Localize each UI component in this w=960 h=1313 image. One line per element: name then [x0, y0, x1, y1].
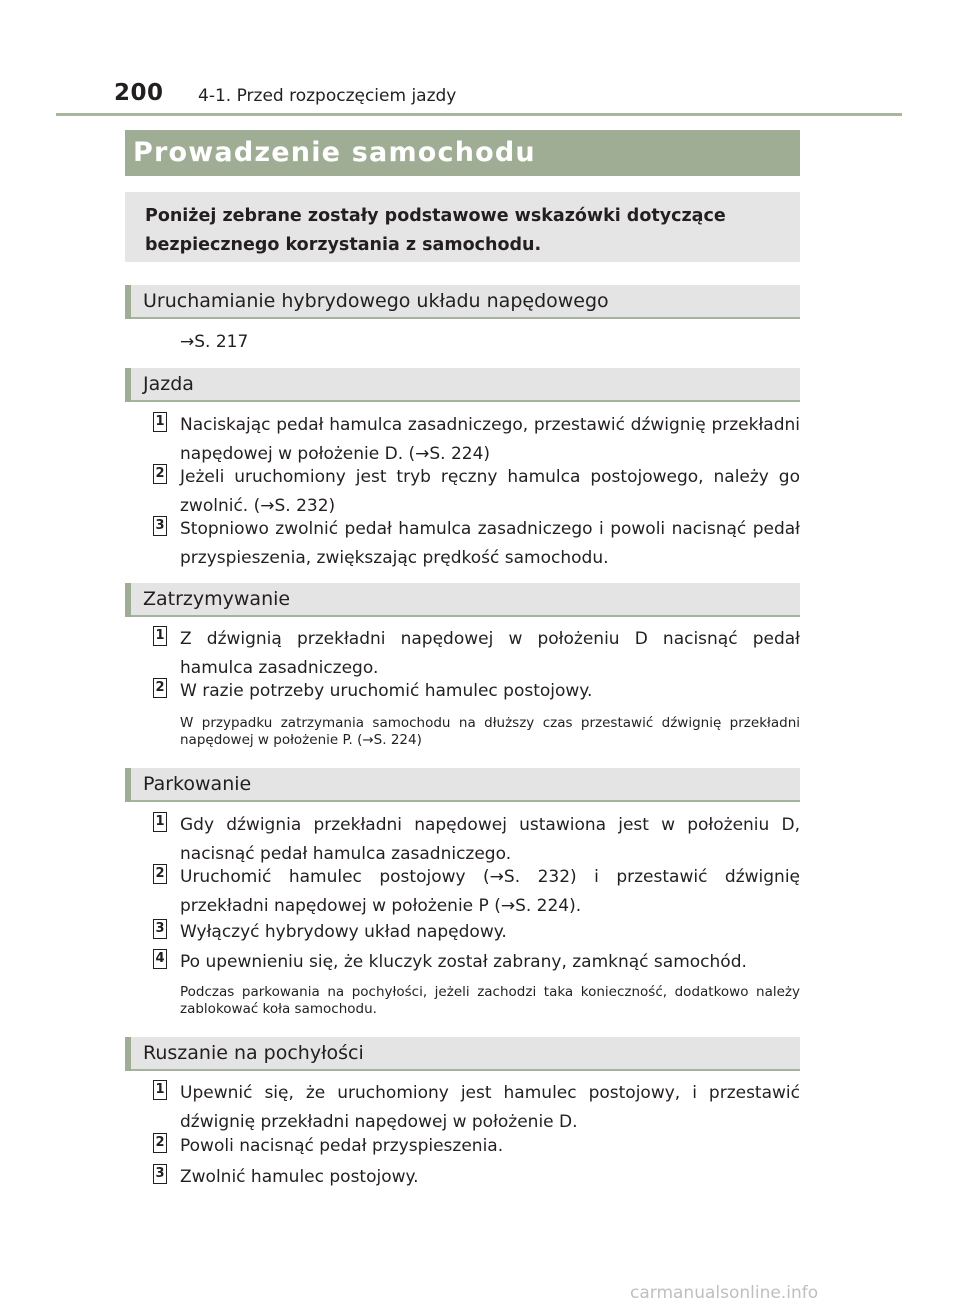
section-title: Jazda [143, 373, 194, 395]
step-text: Po upewnieniu się, że kluczyk został zabrany, zamknąć samochód. [180, 952, 747, 972]
section-accent [125, 583, 131, 617]
main-title-bar [125, 130, 800, 176]
step-number-badge: 3 [153, 516, 167, 536]
intro-text: Poniżej zebrane zostały podstawowe wskazówki dotyczące bezpiecznego korzystania z samochodu. [145, 206, 726, 255]
note-text: Podczas parkowania na pochyłości, jeżeli zachodzi taka konieczność, dodatkowo należy zablokować koła samochodu. [180, 984, 800, 1017]
section-accent [125, 1037, 131, 1071]
intro-box [125, 192, 800, 262]
section-accent [125, 368, 131, 402]
step-number-badge: 2 [153, 464, 167, 484]
step-number-badge: 2 [153, 864, 167, 884]
step-text: Zwolnić hamulec postojowy. [180, 1167, 419, 1187]
step-number-badge: 3 [153, 919, 167, 939]
step-text: Stopniowo zwolnić pedał hamulca zasadniczego i powoli nacisnąć pedał przyspieszenia, zwiększając prędkość samochodu. [180, 519, 800, 568]
step-text: Powoli nacisnąć pedał przyspieszenia. [180, 1136, 504, 1156]
chapter-title: 4-1. Przed rozpoczęciem jazdy [198, 86, 457, 106]
step-text: Upewnić się, że uruchomiony jest hamulec postojowy, i przestawić dźwignię przekładni napędowej w położenie D. [180, 1083, 800, 1132]
step-text: Jeżeli uruchomiony jest tryb ręczny hamulca postojowego, należy go zwolnić. (→S. 232) [180, 467, 800, 516]
step-number-badge: 2 [153, 678, 167, 698]
step-number-badge: 1 [153, 626, 167, 646]
section-header-parking [125, 768, 800, 802]
section-header-driving [125, 368, 800, 402]
step-text: Wyłączyć hybrydowy układ napędowy. [180, 922, 507, 942]
step-text: Uruchomić hamulec postojowy (→S. 232) i przestawić dźwignię przekładni napędowej w położenie P (→S. 224). [180, 867, 800, 916]
watermark: carmanualsonline.info [630, 1283, 819, 1303]
step-number-badge: 1 [153, 812, 167, 832]
step-number-badge: 2 [153, 1133, 167, 1153]
section-title: Ruszanie na pochyłości [143, 1042, 364, 1064]
step-number-badge: 1 [153, 1080, 167, 1100]
section-title: Parkowanie [143, 773, 252, 795]
section-header-stopping [125, 583, 800, 617]
section-accent [125, 285, 131, 319]
step-text: Z dźwignią przekładni napędowej w położeniu D nacisnąć pedał hamulca zasadniczego. [180, 629, 800, 678]
section-title: Uruchamianie hybrydowego układu napędowego [143, 290, 609, 312]
step-text: W razie potrzeby uruchomić hamulec postojowy. [180, 681, 593, 701]
step-number-badge: 3 [153, 1164, 167, 1184]
page-header [0, 0, 960, 120]
section-accent [125, 768, 131, 802]
step-number-badge: 1 [153, 412, 167, 432]
section-title: Zatrzymywanie [143, 588, 291, 610]
page-number: 200 [114, 80, 164, 106]
note-text: W przypadku zatrzymania samochodu na dłuższy czas przestawić dźwignię przekładni napędowej w położenie P. (→S. 224) [180, 715, 800, 748]
page-title: Prowadzenie samochodu [133, 137, 536, 168]
step-number-badge: 4 [153, 949, 167, 969]
page-reference: →S. 217 [180, 332, 249, 352]
header-divider [56, 113, 902, 116]
step-text: Gdy dźwignia przekładni napędowej ustawiona jest w położeniu D, nacisnąć pedał hamulca zasadniczego. [180, 815, 800, 864]
section-header-starting [125, 285, 800, 319]
step-text: Naciskając pedał hamulca zasadniczego, przestawić dźwignię przekładni napędowej w położenie D. (→S. 224) [180, 415, 800, 464]
section-header-hill-start [125, 1037, 800, 1071]
